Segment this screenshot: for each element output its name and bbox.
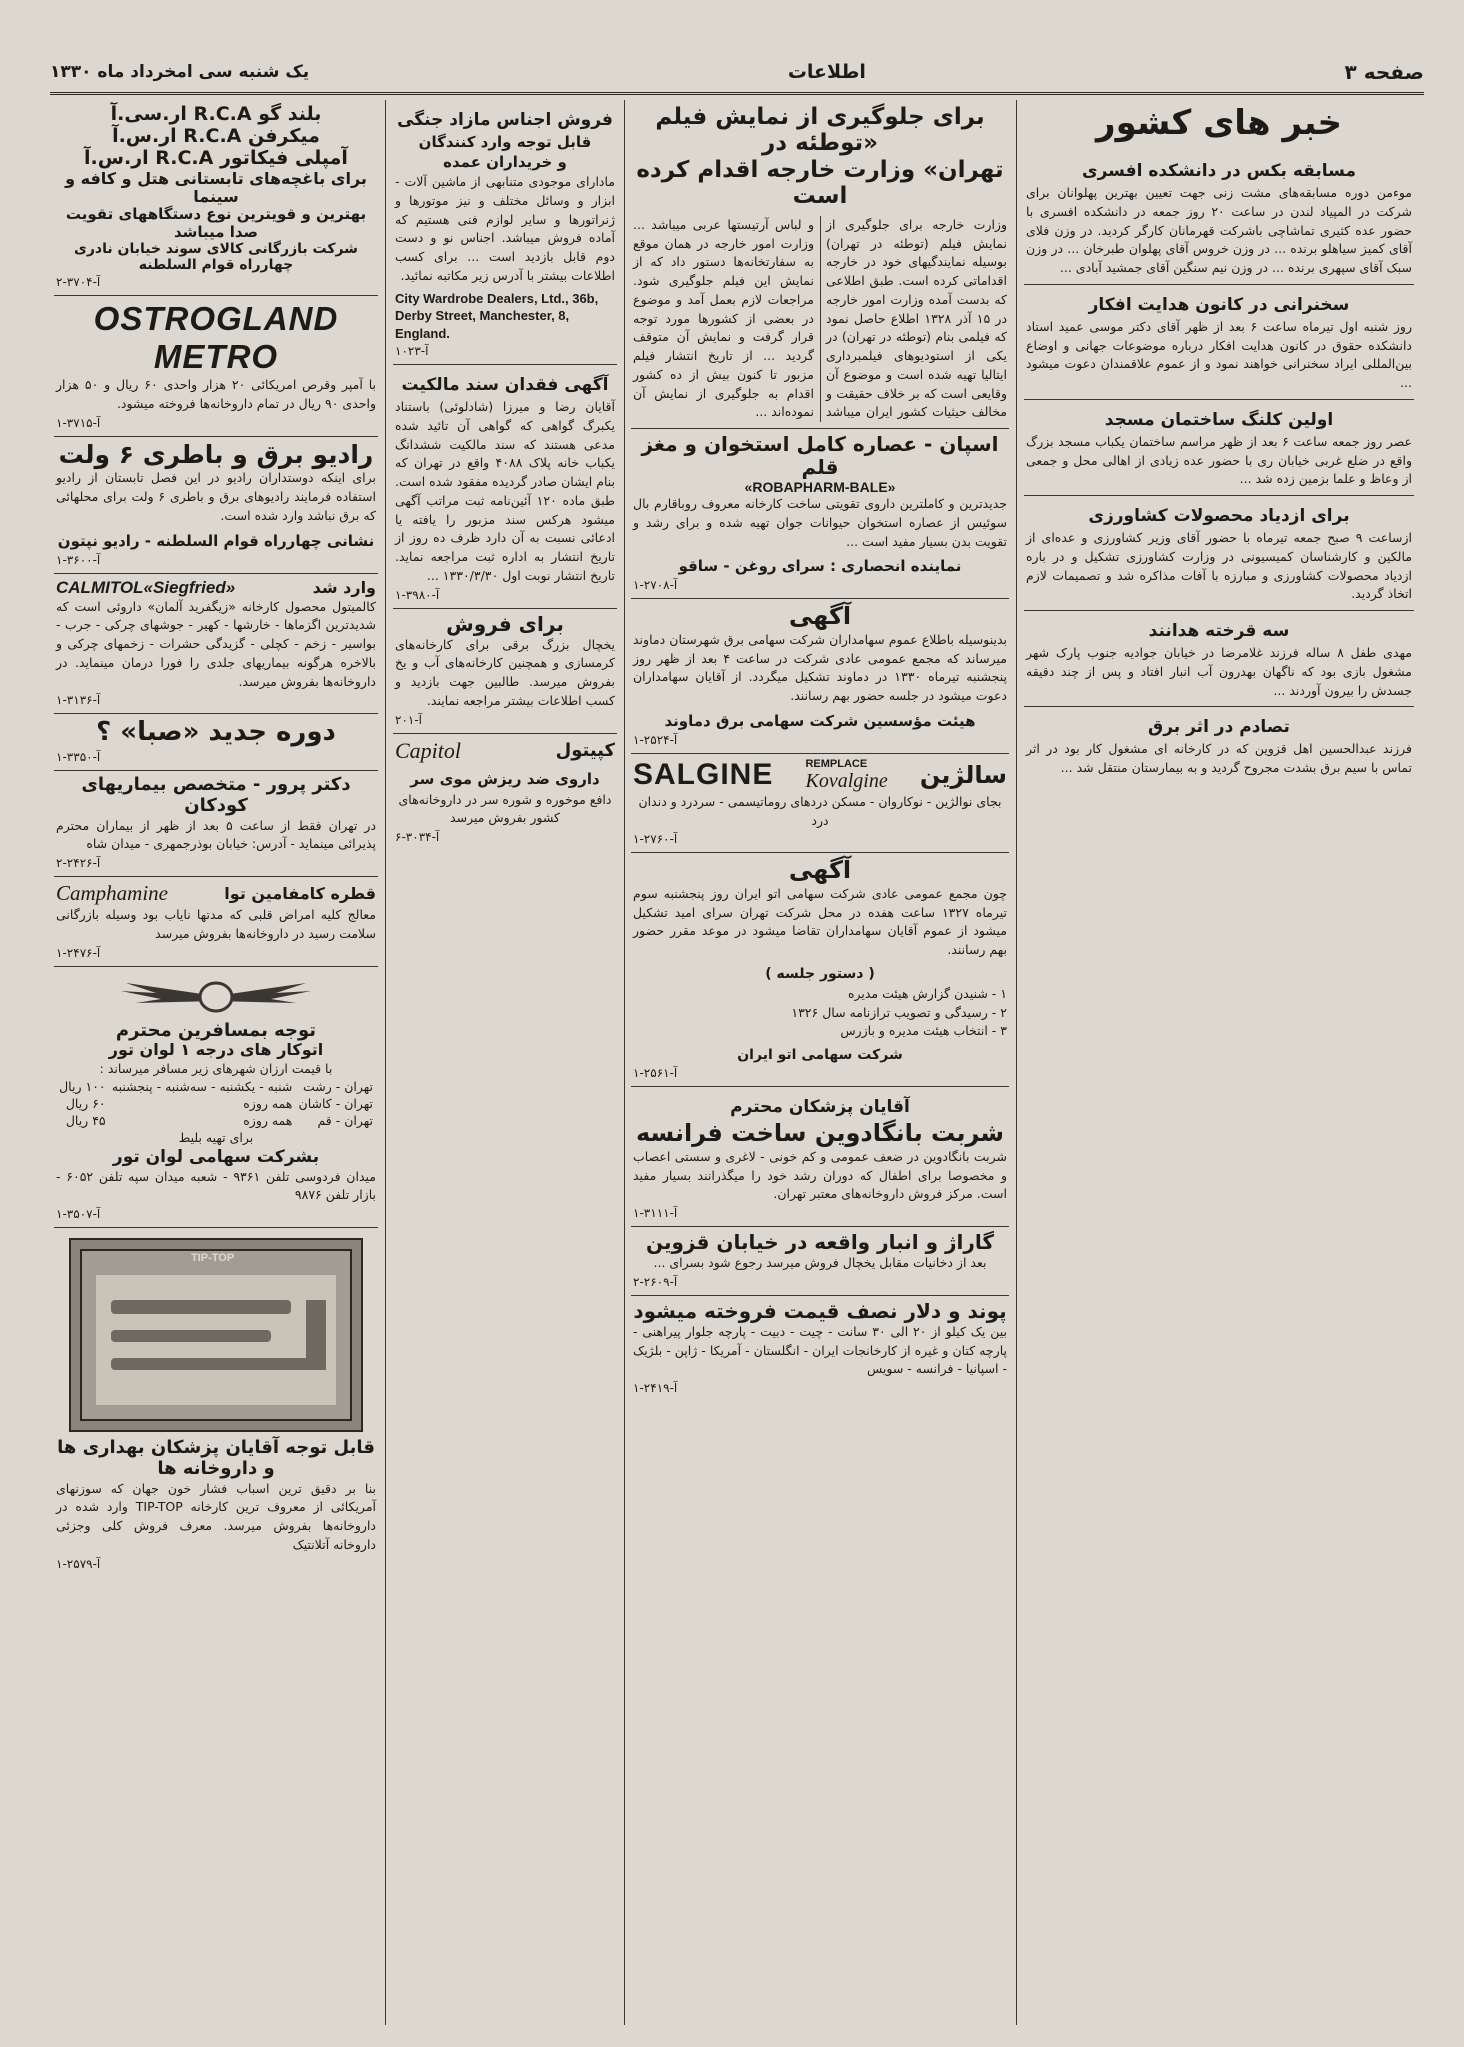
garage-code: آ-۲۶۰۹-۲: [633, 1274, 678, 1289]
article-body: ازساعت ۹ صبح جمعه تیرماه با حضور آقای وزیر کشاورزی و عده‌ای از مالکین و کارشناسان کمیسیونی در وزارت کشاورزی تشکیل و در باره ازدیاد محصولات کشاورزی و مبارزه با آفات مذاکره شد و تصمیمات لازم اتخاذ گردید.: [1026, 530, 1413, 602]
newspaper-name: اطلاعات: [787, 61, 866, 83]
rca-line: میکرفن R.C.A ار.س.آ: [112, 124, 320, 147]
salgine-body: بجای نوالژین - نوکاروان - مسکن دردهای روماتیسمی - سردرد و دندان درد: [638, 793, 1002, 828]
notice-body: چون مجمع عمومی عادی شرکت سهامی اتو ایران روز پنجشنبه سوم تیرماه ۱۳۲۷ ساعت هفده در محل شرکت تهران سرای امید تشکیل میشود از عموم آقایان سهامداران تقاضا میشود در موعد مقرر حضور بهم رسانند.: [633, 885, 1007, 958]
lead-article: [631, 100, 1009, 429]
issue-date: یک شنبه سی امخرداد ماه ۱۳۳۰: [50, 62, 310, 82]
ad-rca: [54, 100, 378, 296]
article-heading: مسابقه بکس در دانشکده افسری: [1081, 161, 1356, 182]
surplus-subheading: قابل توجه وارد کنندگان: [418, 133, 592, 151]
notice-signer: شرکت سهامی اتو ایران: [737, 1047, 903, 1064]
rca-line: آمپلی فیکاتور R.C.A ار.س.آ: [84, 146, 348, 169]
notice-body: بدینوسیله باطلاع عموم سهامداران شرکت سهامی برق شهرستان دماوند میرساند که مجمع عمومی عادی شرکت در ساعت ۴ بعد از ظهر روز پنجشنبه تیرماه ۱۳۳۰ در دماوند تشکیل میگردد. از آقایان سهامداران دعوت میشود در جلسه حضور بهم رسانند.: [633, 631, 1007, 704]
ad-tiptop: [54, 1228, 378, 1576]
capitol-code: آ-۳۰۳۴-۶: [395, 830, 440, 845]
bus-note: برای تهیه بلیط: [178, 1130, 254, 1146]
bus-intro: با قیمت ارزان شهرهای زیر مسافر میرساند :: [99, 1060, 333, 1076]
news-article: [1024, 707, 1414, 784]
article-heading: برای ازدیاد محصولات کشاورزی: [1088, 506, 1350, 527]
pound-heading: پوند و دلار نصف قیمت فروخته میشود: [633, 1298, 1007, 1323]
bus-company: بشرکت سهامی لوان تور: [112, 1147, 320, 1168]
ad-salgine: [631, 754, 1009, 854]
agenda-item: ۳ - انتخاب هیئت مدیره و بازرس: [840, 1023, 1007, 1039]
ad-latin: «ROBAPHARM-BALE»: [744, 479, 896, 495]
calmitol-code: آ-۳۱۳۶-۱: [56, 693, 101, 708]
tiptop-code: آ-۲۵۷۹-۱: [56, 1556, 101, 1571]
winged-logo-icon: [116, 971, 316, 1021]
notice-heading: آگهی: [788, 856, 852, 885]
sale-code: آ-۲۰۱: [395, 712, 423, 727]
ad-capitol: [393, 734, 617, 851]
ad-calmitol: [54, 574, 378, 715]
salgine-remplace: REMPLACE: [805, 757, 868, 770]
surplus-address: City Wardrobe Dealers, Ltd., 36b, Derby Street, Manchester, 8, England.: [395, 290, 599, 341]
lost-body: آقایان رضا و میرزا (شادلوئی) باستناد یکبرگ گواهی که گواهی آن تائید شده مدعی هستند که سند مالکیت ششدانگ یکباب خانه پلاک ۴۰۸۸ واقع در تهران که بنام ایشان صادر گردیده مفقود شده است. طبق ماده ۱۲۰ آئین‌نامه ثبت مراتب آگهی میشود هرکس سند مزبور را یافته یا ادعائی نسبت به آن دارد ظرف ده روز از تاریخ انتشار به اداره ثبت مراجعه نماید. تاریخ انتشار نوبت اول ۱۳۳۰/۳/۳۰ ...: [395, 399, 615, 583]
doctor-code: آ-۲۴۲۶-۲: [56, 856, 101, 871]
capitol-fa: کپیتول: [555, 740, 615, 762]
ad-ostrogland: [54, 296, 378, 437]
ostrogland-body: با آمپر وقرص امریکائی ۲۰ هزار واحدی ۶۰ ریال و ۵۰ هزار واحدی ۹۰ ریال در تمام داروخانه‌ها فروخته میشود.: [56, 377, 376, 411]
days: همه روزه: [243, 1096, 293, 1112]
rca-line: بهترین و قویترین نوع دستگاههای تقویت صدا میباشد: [65, 205, 367, 241]
radio-title: رادیو برق و باطری ۶ ولت: [58, 439, 374, 469]
capitol-body: دافع موخوره و شوره سر در داروخانه‌های کشور بفروش میرسد: [398, 791, 612, 826]
salgine-latin: SALGINE: [633, 758, 774, 792]
calmitol-body: کالمیتول محصول کارخانه «زیگفرید آلمان» داروئی است که شدیدترین اگزماها - خارشها - کهیر - جوشهای چرکی - جرب - بواسیر - زخم - کچلی - گزیدگی حشرات - زخمهای چرکی و بالاخره هرگونه بیماریهای جلدی را فورا درمان مینماید. در داروخانه‌ها بفروش میرسد.: [56, 598, 376, 689]
section-title: خبر های کشور: [1096, 103, 1342, 143]
garage-body: بعد از دخانیات مقابل یخچال فروش میرسد رجوع شود بسرای ...: [653, 1255, 987, 1271]
tiptop-body: بنا بر دقیق ترین اسباب فشار خون جهان که سوزنهای آمریکائی از معروف ترین کارخانه TIP-TOP وارد شده در داروخانه‌ها بفروش میرسد. معرف فروش کلی وجزئی داروخانه آتلانتیک: [56, 1480, 376, 1552]
ad-saba: [54, 714, 378, 771]
tiptop-badge: TIP-TOP: [191, 1252, 235, 1265]
column-center: [625, 100, 1015, 2025]
article-body: روز شنبه اول تیرماه ساعت ۶ بعد از ظهر آقای دکتر موسی عمید استاد دانشکده حقوق در کانون هدایت افکار درباره موضوعات جهانی و اوضاع بین‌المللی ایراد سخنرانی خواهند نمود و از عموم علاقمندان دعوت میشود ...: [1026, 318, 1413, 391]
price: ۶۰ ریال: [65, 1096, 106, 1112]
price: ۱۰۰ ریال: [59, 1079, 106, 1095]
news-article: [1024, 400, 1414, 496]
syrup-line1: آقایان پزشکان محترم: [730, 1097, 910, 1118]
price: ۴۵ ریال: [65, 1113, 106, 1129]
camphamine-code: آ-۲۴۷۶-۱: [56, 945, 101, 960]
days: شنبه - یکشنبه - سه‌شنبه - پنجشنبه: [111, 1079, 293, 1095]
sale-heading: برای فروش: [446, 611, 564, 636]
tiptop-title: قابل توجه آقایان پزشکان بهداری ها: [57, 1437, 375, 1459]
bus-routes: [56, 1078, 376, 1129]
ad-body: جدیدترین و کاملترین داروی تقویتی ساخت کارخانه معروف روباقارم بال سوئیس از عصاره استخوان حیوانات جوان تهیه شده و برای رشد و تقویت بدن بسیار مفید است ...: [633, 496, 1007, 549]
radio-code: آ-۳۶۰۰-۱: [56, 552, 101, 567]
garage-heading: گاراژ و انبار واقعه در خیابان قزوین: [645, 1230, 995, 1255]
ad-heading: اسپان - عصاره کامل استخوان و مغز قلم: [641, 432, 999, 479]
ad-agent: نماینده انحصاری : سرای روغن - ساقو: [678, 557, 962, 576]
syringe-kit-image: [69, 1238, 363, 1432]
ad-pound: [631, 1296, 1009, 1401]
route: تهران - رشت: [302, 1079, 373, 1095]
saba-code: آ-۳۳۵۰-۱: [56, 750, 101, 765]
ad-doctor: [54, 771, 378, 877]
lead-heading: برای جلوگیری از نمایش فیلم «توطئه در: [655, 104, 985, 157]
days: همه روزه: [243, 1113, 293, 1129]
column-ads: [48, 100, 384, 2025]
capitol-latin: Capitol: [395, 737, 462, 763]
article-body: موءمن دوره مسابقه‌های مشت زنی جهت تعیین بهترین پهلوانان برای شرکت در المپیاد لندن در ساعت ۲۰ روز جمعه در دانشکده افسری با حضور عده کثیری تماشاچی باشرکت قهرمانان کارگر کردید. در وزن فلای آقای کمیز سیاهلو برنده ... در وزن خروس آقای پهلوان طبرخان ... در وزن سبک آقای سپهری برنده ... در وزن نیم سنگین آقای جمشید آبادی ...: [1026, 185, 1412, 276]
ad-garage: [631, 1227, 1009, 1296]
lead-heading: تهران» وزارت خارجه اقدام کرده است: [636, 156, 1004, 210]
agenda-item: ۱ - شنیدن گزارش هیئت مدیره: [847, 985, 1007, 1001]
article-heading: سه قرخته هدانند: [1148, 621, 1290, 642]
ad-syrup: [631, 1087, 1009, 1227]
syrup-code: آ-۳۱۱۱-۱: [633, 1206, 678, 1221]
column-rule: [1016, 100, 1017, 2025]
sale-body: یخچال بزرگ برقی برای کارخانه‌های کرمسازی و همچنین کارخانه‌های آب و یخ بفروش میرسد. طالبین جهت بازدید و کسب اطلاعات بیشتر مراجعه نمایند.: [395, 636, 615, 708]
column-national-news: [1018, 100, 1420, 2025]
rca-line: برای باغچه‌های تابستانی هتل و کافه و سینما: [65, 168, 367, 206]
notice-damavand: [631, 599, 1009, 754]
bus-address: میدان فردوسی تلفن ۹۳۶۱ - شعبه میدان سپه تلفن ۶۰۵۲ - بازار تلفن ۹۸۷۶: [56, 1168, 376, 1203]
surplus-heading: فروش اجناس مازاد جنگی: [397, 110, 613, 130]
saba-title: دوره جدید «صبا» ؟: [96, 717, 336, 748]
ad-bus: [54, 967, 378, 1229]
ad-radio: [54, 437, 378, 574]
calmitol-latin: CALMITOL«Siegfried»: [56, 577, 236, 597]
doctor-body: در تهران فقط از ساعت ۵ بعد از ظهر از بیماران محترم پذیرائی مینماید - آدرس: خیابان بوذرجمهری - میدان شاه: [56, 817, 377, 852]
syringe-icon: [71, 1240, 361, 1430]
bus-title: توجه بمسافرین محترم: [115, 1019, 317, 1041]
column-narrow: [387, 100, 623, 2025]
news-article: [1024, 611, 1414, 707]
article-heading: سخنرانی در کانون هدایت افکار: [1088, 294, 1350, 315]
notice-code: آ-۲۵۶۱-۱: [633, 1066, 678, 1081]
rca-code: آ-۳۷۰۴-۲: [56, 275, 101, 289]
ostrogland-title: OSTROGLAND METRO: [93, 300, 339, 375]
lost-heading: آگهی فقدان سند مالکیت: [401, 375, 609, 396]
bus-code: آ-۳۵۰۷-۱: [56, 1207, 101, 1222]
news-article: [1024, 285, 1414, 400]
surplus-body: مادارای موجودی متنابهی از ماشین آلات - ابزار و وسائل مختلف و نیز موتورها و ژنراتورها و سایر لوازم فنی هستیم که آماده فروش میباشد. اجناس نو و دست دوم قابل بازدید است ... برای کسب اطلاعات بیشتر با آدرس زیر مکاتبه نمائید.: [395, 174, 615, 283]
ad-code: آ-۲۷۰۸-۱: [633, 578, 678, 593]
tiptop-title: و داروخانه ها: [157, 1457, 275, 1479]
notice-oto-iran: [631, 853, 1009, 1087]
article-body: عصر روز جمعه ساعت ۶ بعد از ظهر مراسم ساختمان یکباب مسجد بزرگ واقع در ضلع غربی خیابان ری با حضور عده زیادی از اهالی محل و جمعی از وعاظ و علما بزمین زده شد ...: [1026, 433, 1413, 487]
article-body: مهدی طفل ۸ ساله فرزند غلامرضا در خیابان جوادیه جنوب پارک شهر مشغول بازی بود که ناگهان بهدرون آب انبار افتاد و پس از چند دقیقه جسدش را بیرون آوردند ...: [1026, 645, 1412, 698]
lost-code: آ-۳۹۸۰-۱: [395, 587, 440, 602]
bus-subtitle: اتوکار های درجه ۱ لوان تور: [108, 1040, 324, 1060]
notice-lost-deed: [393, 365, 617, 609]
ad-camphamine: [54, 877, 378, 967]
surplus-subheading: و خریداران عمده: [443, 153, 567, 171]
article-body: فرزند عبدالحسین اهل قزوین که در کارخانه ای مشغول کار بود در اثر تماس با سیم برق بشدت مجروح گردید و به بیمارستان منتقل شد ...: [1026, 741, 1412, 776]
notice-heading: آگهی: [788, 602, 852, 631]
surplus-code: آ-۱۰۲۳: [395, 344, 429, 359]
ad-for-sale: [393, 609, 617, 734]
ad-isfahan: [631, 429, 1009, 599]
agenda-item: ۲ - رسیدگی و تصویب ترازنامه سال ۱۳۲۶: [791, 1004, 1007, 1020]
ad-surplus: [393, 100, 617, 365]
table-row: [56, 1095, 376, 1112]
pound-code: آ-۲۴۱۹-۱: [633, 1381, 678, 1396]
capitol-line: داروی ضد ریزش موی سر: [410, 769, 600, 788]
notice-code: آ-۲۵۲۴-۱: [633, 732, 678, 747]
rca-line: شرکت بازرگانی کالای سوند خیابان نادری چهارراه قوام السلطنه: [74, 240, 358, 273]
camphamine-fa: قطره کامفامین توا: [224, 884, 376, 904]
salgine-code: آ-۲۷۶۰-۱: [633, 832, 678, 847]
notice-signer: هیئت مؤسسین شرکت سهامی برق دماوند: [664, 711, 976, 730]
route: تهران - کاشان: [298, 1096, 373, 1112]
salgine-fa: سالژین: [919, 761, 1007, 790]
ostrogland-code: آ-۳۷۱۵-۱: [56, 415, 101, 430]
agenda-title: ( دستور جلسه ): [765, 965, 875, 982]
page-number: صفحه ۳: [1344, 60, 1424, 84]
table-row: [56, 1112, 376, 1129]
route: تهران - قم: [317, 1113, 373, 1129]
news-article: [1024, 151, 1414, 285]
table-row: [56, 1078, 376, 1095]
news-article: [1024, 496, 1414, 611]
pound-body: بین یک کیلو از ۲۰ الی ۳۰ سانت - چیت - دبیت - پارچه جلوار پیراهنی - پارچه کتان و غیره از کارخانجات ایران - انگلستان - آمریکا - ژاپن - بلژیک - اسپانیا - فرانسه - سویس: [633, 1323, 1008, 1377]
column-rule: [385, 100, 386, 2025]
calmitol-fa: وارد شد: [312, 578, 376, 597]
camphamine-latin: Camphamine: [56, 881, 168, 906]
article-heading: اولین کلنگ ساختمان مسجد: [1104, 409, 1334, 430]
page-header: [50, 52, 1424, 95]
doctor-title: دکتر پرور - متخصص بیماریهای کودکان: [81, 774, 351, 816]
rca-line: بلند گو R.C.A ار.سی.آ: [110, 103, 322, 125]
camphamine-body: معالج کلیه امراض قلبی که مدتها نایاب بود وسیله بازرگانی سلامت رسید در داروخانه‌ها بفروش میرسد: [56, 907, 376, 941]
syrup-line2: شربت بانگادوین ساخت فرانسه: [635, 1119, 1005, 1148]
lead-body: وزارت خارجه برای جلوگیری از نمایش فیلم (توطئه در تهران) بوسیله نمایندگیهای خود در خارجه اقداماتی کرده است. طبق اطلاعی که بدست آمده وزارت امور خارجه در ۱۵ آذر ۱۳۲۸ اطلاع حاصل نمود که فیلمی بنام (توطئه در تهران) در یکی از استودیوهای فیلمبرداری ایتالیا تهیه شده است و موضوع آن وقایعی است که بر خلاف حقیقت و مخالف حیثیات کشور ایران میباشد و لباس آرتیستها عربی میباشد ... وزارت امور خارجه در همان موقع به سفارتخانه‌ها دستور داد که از نمایش این فیلم جلوگیری شود. مراجعات لازم بعمل آمد و موضوع در بعضی از کشورها مورد توجه قرار گرفت و نمایش آن متوقف گردید ... از تاریخ انتشار فیلم مزبور تا کنون بیش از ده کشور اقدام به جلوگیری از نمایش آن نموده‌اند ...: [633, 216, 1008, 420]
article-heading: تصادم در اثر برق: [1148, 717, 1290, 738]
radio-body: برای اینکه دوستداران رادیو در این فصل تابستان از رادیو استفاده فرمایند رادیوهای برق و باطری ۶ ولت برای محلهائی که برق نباشد وارد شده است.: [56, 470, 376, 523]
syrup-body: شربت بانگادوین در ضعف عمومی و کم خونی - لاغری و سستی اعصاب و مخصوصا برای اطفال که دوران رشد خود را میگذرانند بسیار مفید است. مرکز فروش داروخانه‌های معتبر تهران.: [633, 1148, 1007, 1202]
salgine-script: Kovalgine: [805, 769, 888, 792]
radio-address: نشانی چهارراه قوام السلطنه - رادیو نپتون: [57, 531, 375, 550]
